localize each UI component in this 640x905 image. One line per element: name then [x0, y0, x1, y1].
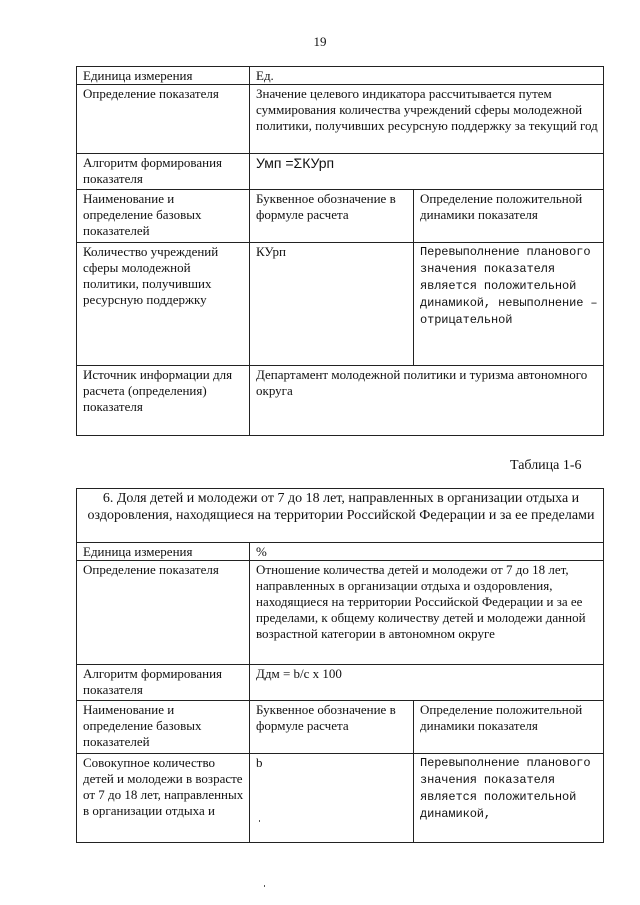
definition-label: Определение показателя: [77, 85, 250, 154]
base-header-name: Наименование и определение базовых показателей: [77, 190, 250, 243]
table-caption: Таблица 1-6: [510, 458, 582, 473]
base-name: Количество учреждений сферы молодежной политики, получивших ресурсную поддержку: [77, 243, 250, 366]
indicator-title-row: [77, 489, 604, 543]
definition-value: Отношение количества детей и молодежи от 7 до 18 лет, направленных в организации отдыха и оздоровления, находящиеся на территории Российской Федерации и за ее пределами, к общему количеству детей и молодежи данной возрастной категории в автономном округе: [250, 561, 604, 665]
algorithm-row: [77, 154, 604, 190]
base-row: [77, 243, 604, 366]
algorithm-formula: Ддм = b/c x 100: [250, 665, 604, 701]
algorithm-label: Алгоритм формирования показателя: [77, 665, 250, 701]
algorithm-label: Алгоритм формирования показателя: [77, 154, 250, 190]
unit-value: Ед.: [250, 67, 604, 85]
base-row: [77, 754, 604, 843]
base-header-symbol: Буквенное обозначение в формуле расчета: [250, 190, 414, 243]
source-value: Департамент молодежной политики и туризма автономного округа: [250, 366, 604, 436]
base-header-symbol: Буквенное обозначение в формуле расчета: [250, 701, 414, 754]
base-dynamics: Перевыполнение планового значения показателя является положительной динамикой,: [414, 754, 604, 843]
unit-row: [77, 543, 604, 561]
base-header-dynamics: Определение положительной динамики показателя: [414, 190, 604, 243]
indicator-passport-table-1: [76, 66, 604, 436]
source-label: Источник информации для расчета (определения) показателя: [77, 366, 250, 436]
base-symbol: КУрп: [250, 243, 414, 366]
definition-row: [77, 85, 604, 154]
page-number: 19: [313, 34, 327, 49]
base-dynamics: Перевыполнение планового значения показателя является положительной динамикой, невыполнение – отрицательной: [414, 243, 604, 366]
base-header-name: Наименование и определение базовых показателей: [77, 701, 250, 754]
definition-label: Определение показателя: [77, 561, 250, 665]
base-symbol: b: [250, 754, 414, 843]
unit-label: Единица измерения: [77, 543, 250, 561]
base-header-dynamics: Определение положительной динамики показателя: [414, 701, 604, 754]
base-header-row: [77, 701, 604, 754]
algorithm-formula: Умп =ΣКУрп: [250, 154, 604, 190]
algorithm-row: [77, 665, 604, 701]
definition-value: Значение целевого индикатора рассчитывается путем суммирования количества учреждений сферы молодежной политики, получивших ресурсную поддержку за текущий год: [250, 85, 604, 154]
base-header-row: [77, 190, 604, 243]
indicator-title: 6. Доля детей и молодежи от 7 до 18 лет, направленных в организации отдыха и оздоровления, находящиеся на территории Российской Федерации и за ее пределами: [77, 489, 604, 543]
base-name: Совокупное количество детей и молодежи в возрасте от 7 до 18 лет, направленных в организации отдыха и: [77, 754, 250, 843]
source-row: [77, 366, 604, 436]
unit-label: Единица измерения: [77, 67, 250, 85]
scan-speck: [259, 820, 260, 822]
indicator-passport-table-2: [76, 488, 604, 843]
unit-value: %: [250, 543, 604, 561]
scan-speck: [264, 885, 265, 887]
unit-row: [77, 67, 604, 85]
definition-row: [77, 561, 604, 665]
